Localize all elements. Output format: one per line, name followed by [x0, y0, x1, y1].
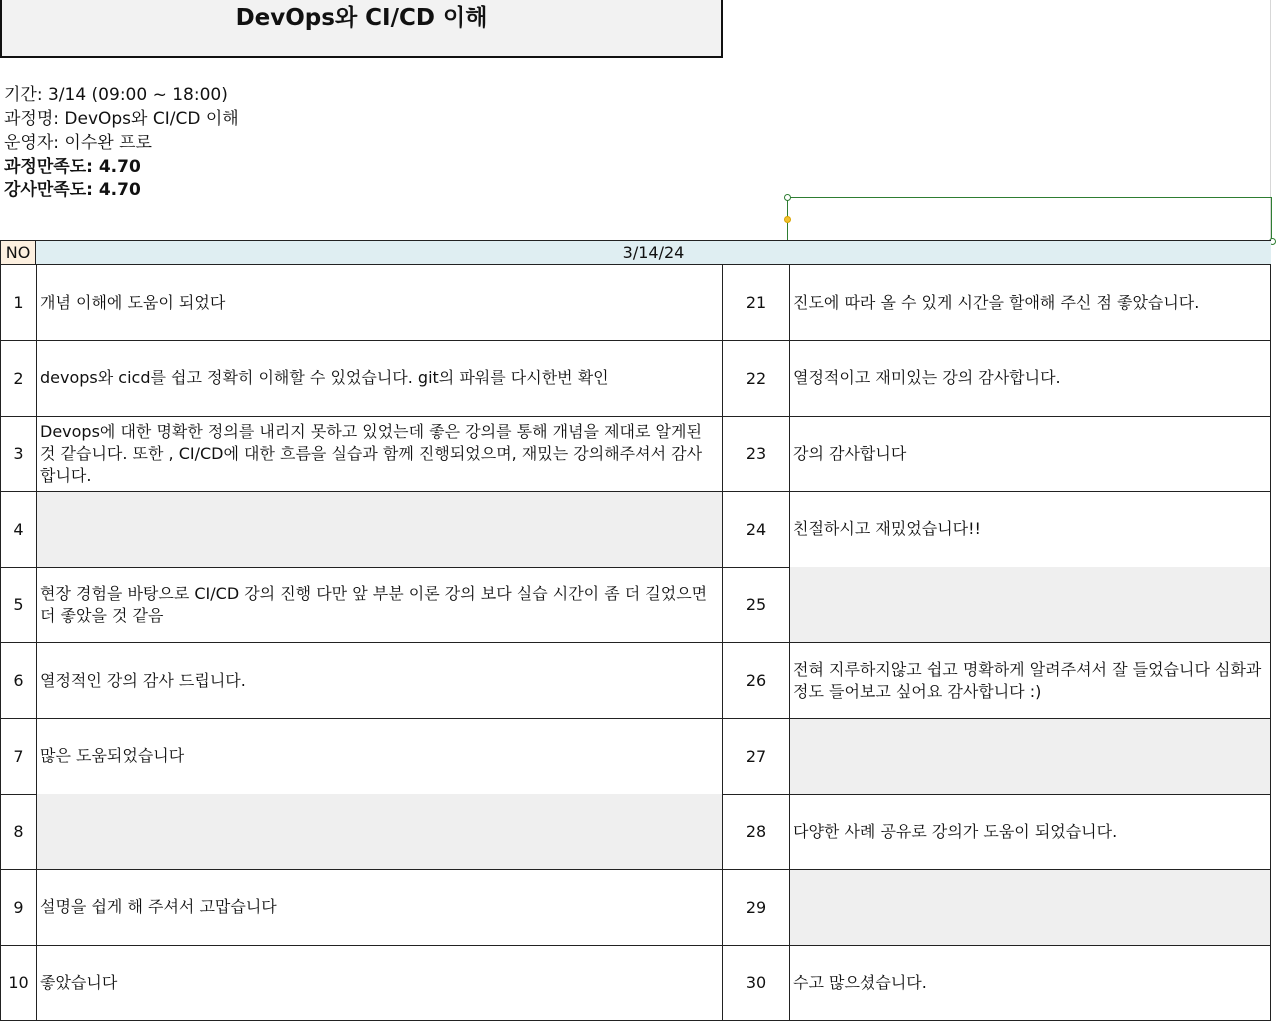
row-number-left[interactable] [0, 567, 37, 642]
row-number-left-text: 8 [13, 822, 24, 842]
page-title: DevOps와 CI/CD 이해 [235, 5, 488, 31]
row-number-right[interactable] [723, 567, 790, 642]
row-number-left[interactable] [0, 794, 37, 869]
comment-cell-left-text: 설명을 쉽게 해 주셔서 고맙습니다 [40, 897, 277, 917]
row-number-right-text: 27 [745, 746, 767, 766]
comment-cell-right[interactable] [790, 492, 1271, 567]
row-number-left-text: 1 [13, 293, 24, 312]
header-date[interactable]: 3/14/24 [36, 241, 1271, 264]
row-number-left-text: 3 [13, 444, 24, 464]
row-number-right[interactable] [723, 492, 790, 567]
table-row [0, 416, 1271, 492]
table-row [0, 265, 1271, 341]
table-row [0, 945, 1271, 1021]
table-row [0, 567, 1271, 643]
table-row [0, 341, 1271, 417]
comment-cell-right[interactable] [790, 341, 1271, 416]
comment-cell-right[interactable] [790, 719, 1271, 794]
table-row [0, 643, 1271, 719]
row-number-left[interactable] [0, 870, 37, 945]
row-number-right-text: 24 [745, 519, 767, 539]
row-number-left-text: 4 [13, 519, 24, 539]
row-number-left[interactable] [0, 341, 37, 416]
info-operator: 운영자: 이수완 프로 [4, 133, 152, 153]
comment-cell-left-text: 좋았습니다 [40, 972, 118, 992]
row-number-right-text: 30 [745, 973, 767, 993]
header-no[interactable]: NO [0, 241, 36, 264]
row-number-right-text: 23 [745, 444, 767, 464]
comment-cell-left[interactable] [37, 492, 723, 567]
table-row [0, 492, 1271, 568]
comment-cell-right[interactable] [790, 567, 1271, 642]
row-number-left[interactable] [0, 492, 37, 567]
row-number-right-text: 29 [745, 897, 767, 917]
comment-cell-right[interactable] [790, 643, 1271, 718]
comment-cell-left-text: Devops에 대한 명확한 정의를 내리지 못하고 있었는데 좋은 강의를 통해 개념을 제대로 알게된 것 같습니다. 또한 , CI/CD에 대한 흐름을 실습과 함께 진행되었으며, 재밌는 강의해주셔서 감사합니다. [40, 421, 703, 485]
table-header [0, 240, 1271, 265]
row-number-right[interactable] [723, 341, 790, 416]
comment-cell-left-text: 열정적인 강의 감사 드립니다. [40, 670, 246, 690]
row-number-left-text: 6 [13, 671, 24, 690]
row-number-right[interactable] [723, 416, 790, 491]
comment-cell-left[interactable] [37, 341, 723, 416]
comment-cell-left-text: devops와 cicd를 쉽고 정확히 이해할 수 있었습니다. git의 파워를 다시한번 확인 [40, 368, 609, 388]
row-number-left[interactable] [0, 643, 37, 718]
comment-cell-right[interactable] [790, 945, 1271, 1020]
comment-cell-left[interactable] [37, 945, 723, 1020]
row-number-right-text: 25 [745, 595, 767, 615]
comment-cell-left[interactable] [37, 643, 723, 718]
row-number-left[interactable] [0, 416, 37, 491]
row-number-left[interactable] [0, 719, 37, 794]
comment-cell-right-text: 진도에 따라 올 수 있게 시간을 할애해 주신 점 좋았습니다. [793, 292, 1200, 312]
row-number-left-text: 7 [13, 746, 24, 766]
row-number-left-text: 5 [13, 595, 24, 615]
row-number-right[interactable] [723, 870, 790, 945]
row-number-left-text: 10 [8, 973, 29, 993]
comment-cell-right[interactable] [790, 416, 1271, 491]
row-number-right-text: 21 [745, 293, 767, 312]
row-number-right-text: 28 [745, 822, 767, 842]
comment-cell-right-text: 친절하시고 재밌었습니다!! [793, 519, 981, 539]
comment-cell-left[interactable] [37, 719, 723, 794]
info-period: 기간: 3/14 (09:00 ~ 18:00) [4, 85, 228, 105]
info-course: 과정명: DevOps와 CI/CD 이해 [4, 109, 239, 129]
comment-cell-right-text: 전혀 지루하지않고 쉽고 명확하게 알려주셔서 잘 들었습니다 심화과정도 들어보고 싶어요 감사합니다 :) [793, 659, 1262, 701]
comment-cell-left[interactable] [37, 870, 723, 945]
table-row [0, 794, 1271, 870]
info-course-satisfaction: 과정만족도: 4.70 [4, 157, 141, 177]
table-row [0, 719, 1271, 795]
row-number-right-text: 22 [745, 368, 767, 388]
row-number-right[interactable] [723, 265, 790, 340]
row-number-right-text: 26 [745, 671, 767, 690]
title-cell[interactable] [0, 0, 723, 58]
comment-cell-right-text: 다양한 사례 공유로 강의가 도움이 되었습니다. [793, 821, 1118, 841]
row-number-left[interactable] [0, 945, 37, 1020]
row-number-left[interactable] [0, 265, 37, 340]
comment-cell-left[interactable] [37, 265, 723, 340]
comment-cell-right-text: 강의 감사합니다 [793, 443, 907, 463]
comment-cell-left-text: 많은 도움되었습니다 [40, 746, 185, 766]
comment-cell-right[interactable] [790, 870, 1271, 945]
comment-cell-right[interactable] [790, 265, 1271, 340]
row-number-right[interactable] [723, 719, 790, 794]
row-number-left-text: 2 [13, 368, 24, 388]
comment-cell-left-text: 현장 경험을 바탕으로 CI/CD 강의 진행 다만 앞 부분 이론 강의 보다 실습 시간이 좀 더 길었으면 더 좋았을 것 같음 [40, 583, 708, 625]
comment-cell-left-text: 개념 이해에 도움이 되었다 [40, 292, 226, 312]
resize-handle-left[interactable] [784, 216, 791, 223]
comment-cell-left[interactable] [37, 794, 723, 869]
comment-cell-left[interactable] [37, 567, 723, 642]
comment-cell-left[interactable] [37, 416, 723, 491]
row-number-right[interactable] [723, 643, 790, 718]
comment-cell-right[interactable] [790, 794, 1271, 869]
table-row [0, 870, 1271, 946]
resize-handle-top-left[interactable] [784, 194, 791, 201]
info-instructor-satisfaction: 강사만족도: 4.70 [4, 180, 141, 200]
selected-cell[interactable] [787, 197, 1272, 241]
row-number-right[interactable] [723, 794, 790, 869]
row-number-right[interactable] [723, 945, 790, 1020]
comment-cell-right-text: 열정적이고 재미있는 강의 감사합니다. [793, 368, 1061, 388]
comment-cell-right-text: 수고 많으셨습니다. [793, 972, 927, 992]
row-number-left-text: 9 [13, 897, 24, 917]
